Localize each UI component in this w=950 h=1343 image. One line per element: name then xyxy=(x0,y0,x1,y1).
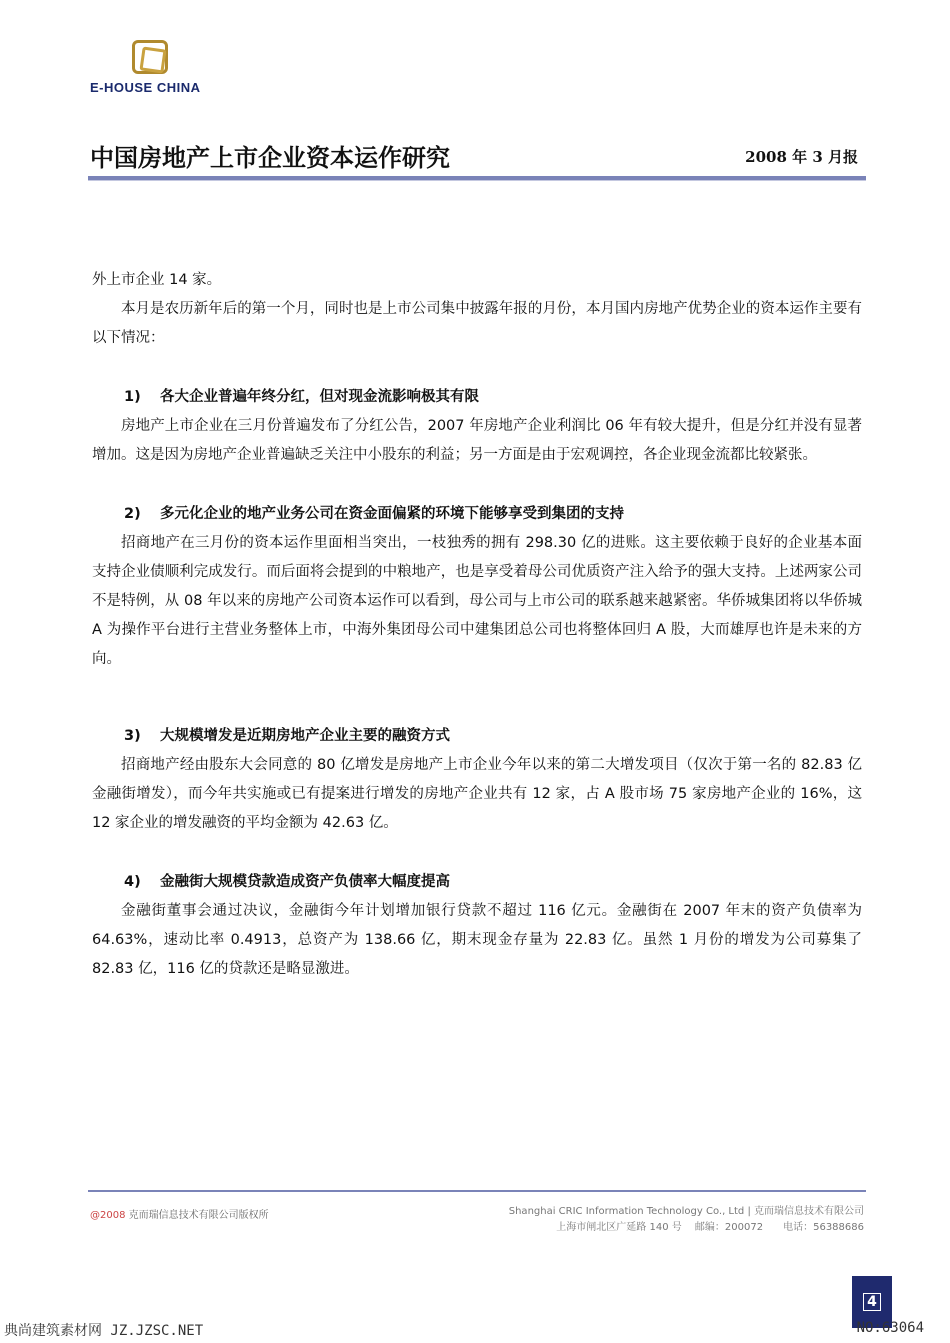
intro-paragraph: 本月是农历新年后的第一个月，同时也是上市公司集中披露年报的月份，本月国内房地产优势企业的资本运作主要有以下情况： xyxy=(92,301,862,346)
section-heading xyxy=(92,722,862,751)
section-heading xyxy=(92,868,862,897)
footer-copyright xyxy=(90,1206,269,1221)
lead-line: 外上市企业 14 家。 xyxy=(92,272,222,288)
section-paragraph: 房地产上市企业在三月份普遍发布了分红公告，2007 年房地产企业利润比 06 年有较大提升，但是分红并没有显著增加。这是因为房地产企业普遍缺乏关注中小股东的利益；另一方面是由于宏观调控，各企业现金流都比较紧张。 xyxy=(92,418,862,463)
footer-divider xyxy=(88,1190,866,1192)
footer-address: 上海市闸北区广延路 140 号 邮编：200072 电话：56388686 xyxy=(556,1222,864,1233)
section-number: 2) xyxy=(124,506,141,522)
section-number: 3) xyxy=(124,728,141,744)
section-paragraph: 招商地产经由股东大会同意的 80 亿增发是房地产上市企业今年以来的第二大增发项目（仅次于第一名的 82.83 亿金融街增发），而今年共实施或已有提案进行增发的房地产企业共有 12 家，占 A 股市场 75 家房地产企业的 16%，这 12 家企业的增发融资的平均金额为 42.63 亿。 xyxy=(92,757,862,831)
footer-company-name: Shanghai CRIC Information Technology Co., Ltd | 克而瑞信息技术有限公司 xyxy=(508,1206,864,1217)
section-number: 4) xyxy=(124,874,141,890)
section-title: 各大企业普遍年终分红，但对现金流影响极其有限 xyxy=(160,389,479,405)
section-title: 多元化企业的地产业务公司在资金面偏紧的环境下能够享受到集团的支持 xyxy=(160,506,624,522)
report-date: 2008 年 3 月报 xyxy=(745,148,858,166)
section-title: 大规模增发是近期房地产企业主要的融资方式 xyxy=(160,728,450,744)
copyright-year: @2008 xyxy=(90,1210,126,1221)
section-heading xyxy=(92,383,862,412)
logo-text: E-HOUSE CHINA xyxy=(90,80,201,95)
report-title: 中国房地产上市企业资本运作研究 xyxy=(90,143,450,172)
footer-contact xyxy=(509,1204,864,1236)
copyright-text: 克而瑞信息技术有限公司版权所 xyxy=(125,1210,269,1221)
company-logo xyxy=(90,38,220,98)
section-paragraph: 招商地产在三月份的资本运作里面相当突出，一枝独秀的拥有 298.30 亿的进账。这主要依赖于良好的企业基本面支持企业债顺利完成发行。而后面将会提到的中粮地产，也是享受着母公司优质资产注入给予的强大支持。上述两家公司不是特例，从 08 年以来的房地产公司资本运作可以看到，母公司与上市公司的联系越来越紧密。华侨城集团将以华侨城 A 为操作平台进行主营业务整体上市，中海外集团母公司中建集团总公司也将整体回归 A 股，大而雄厚也许是未来的方向。 xyxy=(92,535,862,667)
watermark-right: NO:63064 xyxy=(856,1320,924,1336)
section-heading xyxy=(92,500,862,529)
section-title: 金融街大规模贷款造成资产负债率大幅度提高 xyxy=(160,874,450,890)
logo-emblem-icon xyxy=(132,40,168,74)
header-divider xyxy=(88,176,866,181)
page-number: 4 xyxy=(863,1293,881,1311)
report-body xyxy=(92,266,862,984)
section-paragraph: 金融街董事会通过决议，金融街今年计划增加银行贷款不超过 116 亿元。金融街在 2007 年末的资产负债率为 64.63%，速动比率 0.4913，总资产为 138.66 亿，期末现金存量为 22.83 亿。虽然 1 月份的增发为公司募集了 82.83 亿，116 亿的贷款还是略显激进。 xyxy=(92,903,862,977)
watermark-left: 典尚建筑素材网 JZ.JZSC.NET xyxy=(4,1323,204,1339)
section-number: 1) xyxy=(124,389,141,405)
